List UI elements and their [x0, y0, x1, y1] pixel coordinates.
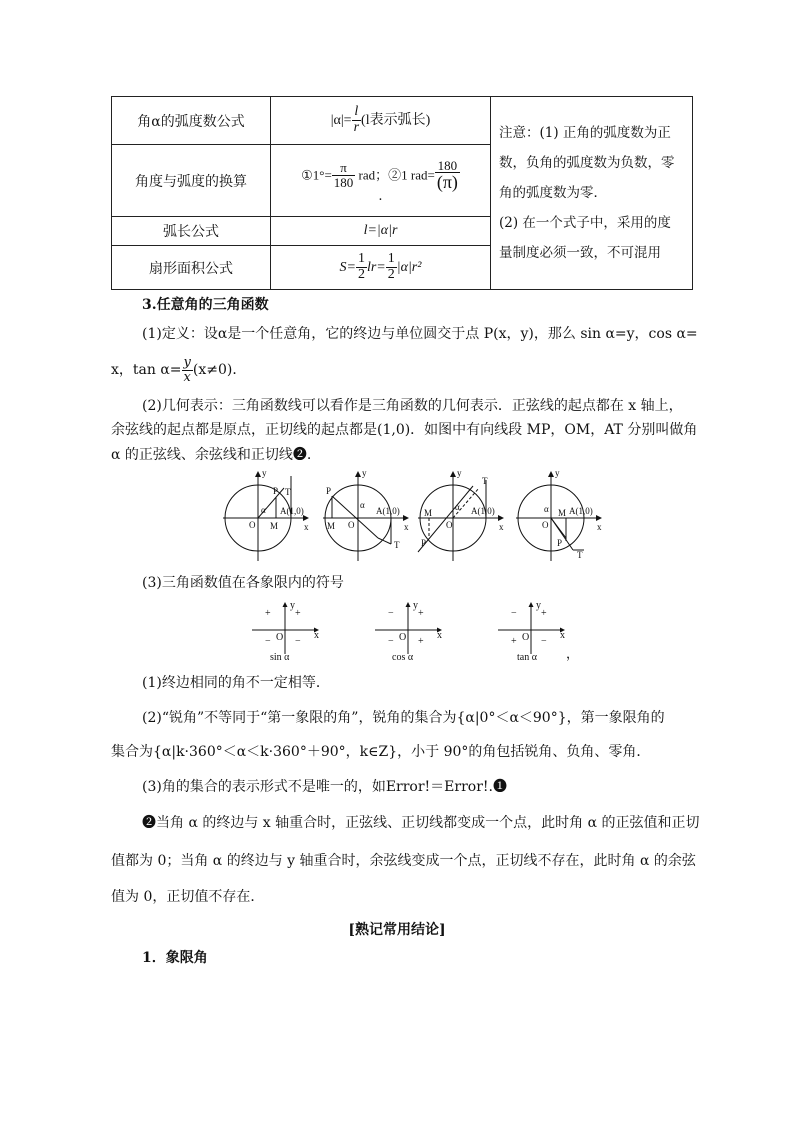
definition-line: (1)定义：设α是一个任意角，它的终边与单位圆交于点 P(x，y)，那么 sin α=y，cos α= [142, 326, 698, 342]
sign-diagrams [250, 600, 590, 662]
svg-text:y: y [413, 600, 418, 611]
svg-text:−: − [388, 636, 394, 647]
svg-text:cos α: cos α [392, 652, 414, 662]
definition-line-2: x，tan α= $\frac{y}{x}$ (x≠0)． [111, 355, 247, 385]
note-line: (3)角的集合的表示形式不是唯一的，如Error!＝Error!.❶ [142, 779, 507, 795]
radian-formula: |α|= $\frac{l}{r}$ (l表示弧长) [271, 97, 491, 145]
svg-text:−: − [511, 608, 517, 619]
svg-text:M: M [270, 521, 279, 531]
svg-text:P: P [557, 538, 563, 548]
svg-text:x: x [437, 630, 442, 641]
note-line: ❷当角 α 的终边与 x 轴重合时，正弦线、正切线都变成一个点，此时角 α 的正弦值和正切 [142, 815, 700, 831]
svg-text:P: P [421, 538, 427, 548]
svg-text:y: y [536, 600, 541, 611]
svg-text:O: O [542, 520, 549, 530]
svg-text:O: O [348, 520, 355, 530]
svg-text:−: − [295, 636, 301, 647]
svg-text:+: + [418, 636, 424, 647]
svg-text:A(1,0): A(1,0) [471, 506, 495, 516]
svg-text:+: + [511, 636, 517, 647]
svg-text:T: T [285, 487, 291, 497]
svg-text:−: − [388, 608, 394, 619]
svg-text:A(1,0): A(1,0) [569, 506, 593, 516]
svg-text:A(1,0): A(1,0) [376, 506, 400, 516]
sign-heading: (3)三角函数值在各象限内的符号 [142, 575, 344, 591]
formula-table [111, 96, 693, 290]
row-label: 扇形面积公式 [112, 246, 271, 290]
row-label: 弧长公式 [112, 217, 271, 246]
svg-text:O: O [249, 520, 256, 530]
svg-text:O: O [276, 632, 284, 643]
svg-text:y: y [290, 600, 295, 611]
diagram-quadrant-1 [223, 472, 308, 561]
geometry-line: (2)几何表示：三角函数线可以看作是三角函数的几何表示．正弦线的起点都在 x 轴上， [142, 398, 683, 414]
geometry-line: α 的正弦线、余弦线和正切线❷. [111, 447, 312, 463]
svg-text:x: x [304, 522, 309, 532]
sector-area-formula: S= $\frac{1}{2}$ lr= $\frac{1}{2}$ |α|r² [271, 246, 491, 290]
item-heading: 1．象限角 [142, 950, 208, 966]
note-line: 值都为 0；当角 α 的终边与 y 轴重合时，余弦线变成一个点，正切线不存在，此时角 α 的余弦 [111, 853, 696, 869]
note-line: 集合为{α|k·360°＜α＜k·360°＋90°，k∈Z}，小于 90°的角包括锐角、负角、零角． [111, 744, 651, 760]
svg-text:M: M [327, 521, 336, 531]
note-line: 值为 0，正切值不存在． [111, 889, 265, 905]
svg-text:O: O [446, 520, 453, 530]
svg-text:x: x [314, 630, 319, 641]
svg-text:T: T [482, 476, 488, 486]
note-line: (1)终边相同的角不一定相等． [142, 675, 330, 691]
arc-length-formula: l=|α|r [271, 217, 491, 246]
svg-text:y: y [262, 468, 267, 478]
svg-text:x: x [560, 630, 565, 641]
svg-text:y: y [555, 468, 560, 478]
svg-text:O: O [399, 632, 407, 643]
svg-text:T: T [394, 540, 400, 550]
row-label: 角α的弧度数公式 [112, 97, 271, 145]
svg-text:M: M [424, 508, 433, 518]
svg-text:x: x [499, 522, 504, 532]
svg-text:α: α [261, 505, 266, 515]
svg-text:O: O [522, 632, 530, 643]
svg-text:+: + [265, 608, 271, 619]
svg-text:+: + [418, 608, 424, 619]
note-line: (2)“锐角”不等同于“第一象限的角”，锐角的集合为{α|0°＜α＜90°}，第一象限角的 [142, 710, 665, 726]
unit-circle-diagrams [218, 466, 608, 566]
svg-text:P: P [273, 486, 279, 496]
svg-text:A(1,0): A(1,0) [280, 506, 304, 516]
svg-text:T: T [577, 550, 583, 560]
svg-text:，: ， [566, 646, 580, 661]
note-cell: 注意：(1) 正角的弧度数为正 数，负角的弧度数为负数，零 角的弧度数为零． (2) 在一个式子中，采用的度 量制度必须一致，不可混用 [491, 97, 693, 290]
svg-text:x: x [404, 522, 409, 532]
svg-text:+: + [541, 608, 547, 619]
geometry-line: 余弦线的起点都是原点，正切线的起点都是(1,0)．如图中有向线段 MP，OM，AT 分别叫做角 [111, 422, 698, 438]
section-heading: 3.任意角的三角函数 [142, 297, 269, 313]
svg-text:x: x [597, 522, 602, 532]
svg-text:+: + [295, 608, 301, 619]
row-label: 角度与弧度的换算 [112, 145, 271, 217]
svg-text:α: α [360, 500, 365, 510]
svg-text:α: α [455, 502, 460, 512]
svg-text:y: y [457, 468, 462, 478]
conversion-formula: ①1°= $\frac{\pi}{180}$ rad；②1 rad= $\frac{180}{(\pi)}$ . [271, 145, 491, 217]
svg-text:α: α [544, 504, 549, 514]
conclusion-heading: [熟记常用结论] [348, 922, 446, 938]
svg-text:M: M [558, 508, 567, 518]
svg-text:tan α: tan α [517, 652, 537, 662]
svg-text:−: − [541, 636, 547, 647]
svg-text:−: − [265, 636, 271, 647]
svg-text:sin α: sin α [270, 652, 290, 662]
svg-text:y: y [362, 468, 367, 478]
svg-text:P: P [326, 486, 332, 496]
